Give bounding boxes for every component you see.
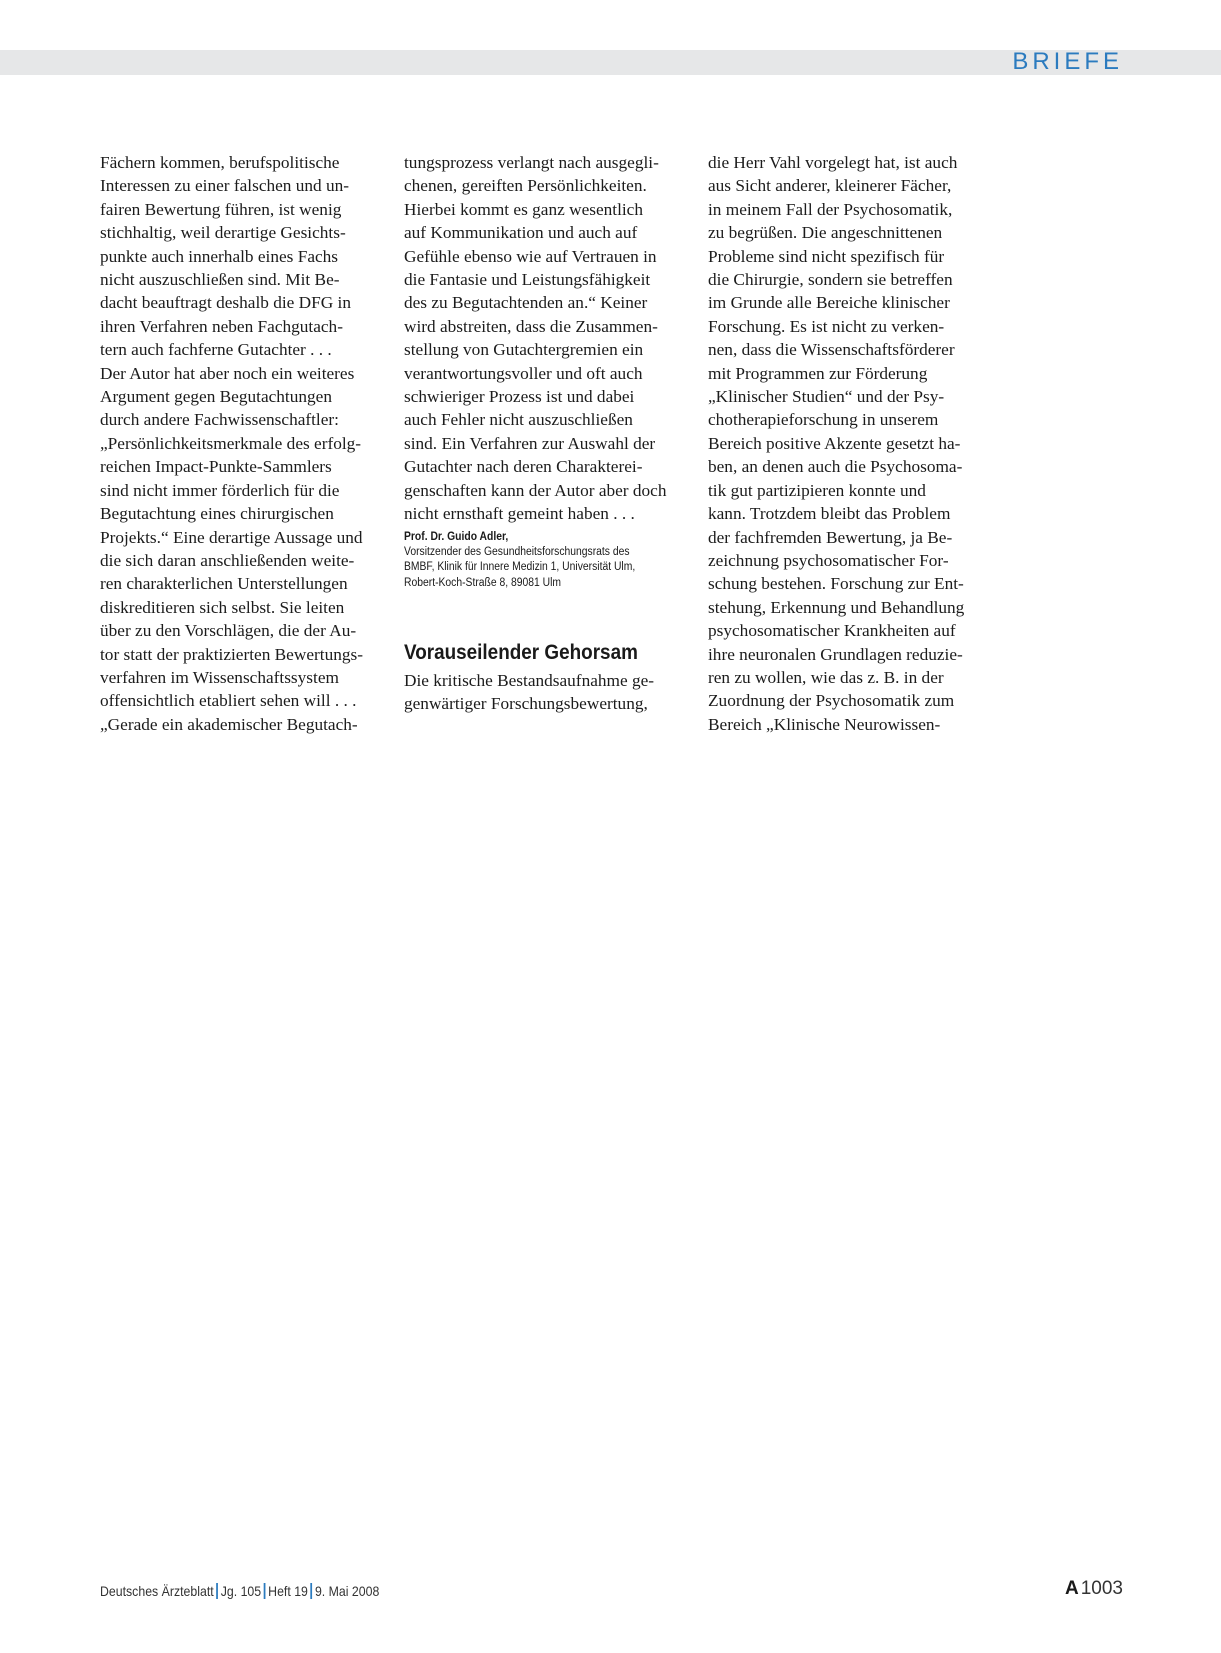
page-number [1065,1578,1123,1600]
footer-issue: Heft 19 [268,1583,308,1599]
footer-date: 9. Mai 2008 [314,1583,380,1599]
section-title: BRIEFE [1012,48,1123,75]
column-1-text: Fächern kommen, berufspolitische Interessen zu einer falschen und un- fairen Bewertung führen, ist wenig stichhaltig, weil derartige Gesichts- punkte auch innerhalb eines Fachs nicht auszuschließen sind. Mit Be- dacht beauftragt deshalb die DFG in ihren Verfahren neben Fachgutach- tern auch fachferne Gutachter . . . Der Autor hat aber noch ein weiteres Argument gegen Begutachtungen durch andere Fachwissenschaftler: „Persönlichkeitsmerkmale des erfolg- reichen Impact-Punkte-Sammlers sind nicht immer förderlich für die Begutachtung eines chirurgischen Projekts.“ Eine derartige Aussage und die sich daran anschließenden weite- ren charakterlichen Unterstellungen diskreditieren sich selbst. Sie leiten über zu den Vorschlägen, die der Au- tor statt der praktizierten Bewertungs- verfahren im Wissenschaftssystem offensichtlich etabliert sehen will . . . „Gerade ein akademischer Begutach- [100,153,363,734]
column-3-text: die Herr Vahl vorgelegt hat, ist auch aus Sicht anderer, kleinerer Fächer, in meinem Fall der Psychosomatik, zu begrüßen. Die angeschnittenen Probleme sind nicht spezifisch für die Chirurgie, sondern sie betreffen im Grunde alle Bereiche klinischer Forschung. Es ist nicht zu verken- nen, dass die Wissenschaftsförderer mit Programmen zur Förderung „Klinischer Studien“ und der Psy- chotherapieforschung in unserem Bereich positive Akzente gesetzt ha- ben, an denen auch die Psychosoma- tik gut partizipieren konnte und kann. Trotzdem bleibt das Problem der fachfremden Bewertung, ja Be- zeichnung psychosomatischer For- schung bestehen. Forschung zur Ent- stehung, Erkennung und Behandlung psychosomatischer Krankheiten auf ihre neuronalen Grundlagen reduzie- ren zu wollen, wie das z. B. in der Zuordnung der Psychosomatik zum Bereich „Klinische Neurowissen- [708,153,965,734]
footer-citation [100,1583,379,1599]
column-1 [100,151,385,736]
column-2-text: tungsprozess verlangt nach ausgegli- chenen, gereiften Persönlichkeiten. Hierbei kommt es ganz wesentlich auf Kommunikation und auch auf Gefühle ebenso wie auf Vertrauen in die Fantasie und Leistungsfähigkeit des zu Begutachtenden an.“ Keiner wird abstreiten, dass die Zusammen- stellung von Gutachtergremien ein verantwortungsvoller und oft auch schwieriger Prozess ist und dabei auch Fehler nicht auszuschließen sind. Ein Verfahren zur Auswahl der Gutachter nach deren Charakterei- genschaften kann der Autor aber doch nicht ernsthaft gemeint haben . . . [404,153,667,524]
footer-separator [264,1583,266,1599]
page-prefix: A [1064,1578,1079,1599]
footer-volume: Jg. 105 [220,1583,262,1599]
footer-separator [311,1583,313,1599]
column-2-continued-text: Die kritische Bestandsaufnahme ge- genwärtiger Forschungsbewertung, [404,671,655,714]
column-2 [404,151,689,716]
letter-heading: Vorauseilender Gehorsam [404,641,638,664]
author-affiliation: Vorsitzender des Gesundheitsforschungsrats des BMBF, Klinik für Innere Medizin 1, Universität Ulm, Robert-Koch-Straße 8, 89081 Ulm [404,545,636,589]
footer-separator [216,1583,218,1599]
column-3 [708,151,993,736]
page-number-value: 1003 [1080,1578,1123,1599]
footer-journal: Deutsches Ärzteblatt [100,1583,214,1599]
author-name: Prof. Dr. Guido Adler, [404,530,509,543]
